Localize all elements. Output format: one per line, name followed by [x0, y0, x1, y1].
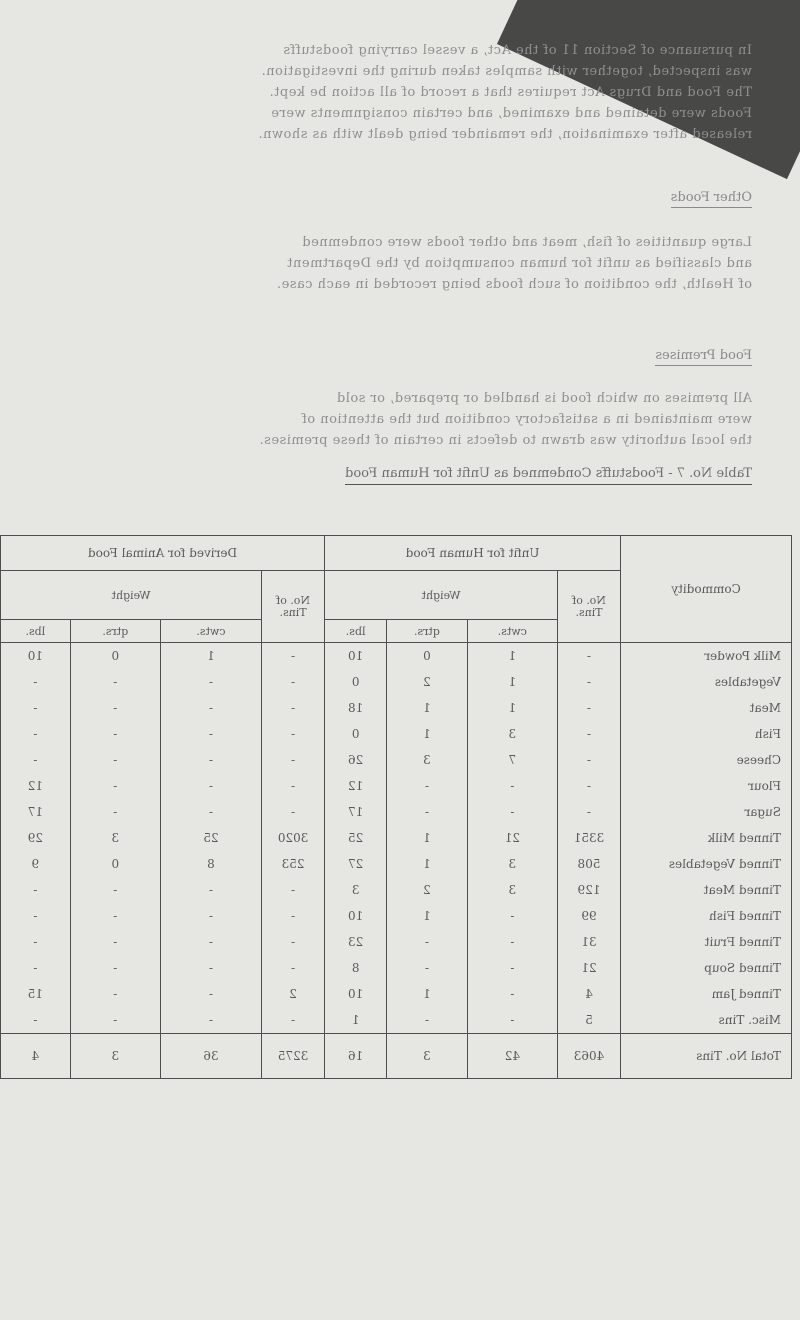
cell: - [262, 643, 325, 670]
cell: 31 [558, 929, 621, 955]
cell: 1 [467, 643, 557, 670]
cell: - [160, 929, 261, 955]
cell: - [70, 1007, 160, 1034]
cell: 10 [325, 981, 387, 1007]
commodity-cell: Tinned Vegetables [621, 851, 792, 877]
cell: - [1, 955, 71, 981]
table-row [1, 747, 792, 773]
cell: - [558, 643, 621, 670]
cell: - [558, 695, 621, 721]
commodity-cell: Cheese [621, 747, 792, 773]
cell: 9 [1, 851, 71, 877]
cell: - [1, 721, 71, 747]
table-row [1, 721, 792, 747]
cell: - [262, 669, 325, 695]
cell: 3 [387, 1034, 468, 1079]
paragraph-line: and classified as unfit for human consumption by the Department [286, 256, 752, 271]
cell: 42 [467, 1034, 557, 1079]
cell: 7 [467, 747, 557, 773]
cell: 36 [160, 1034, 261, 1079]
cell: 508 [558, 851, 621, 877]
table-row [1, 669, 792, 695]
animal-weight-header: Weight [1, 571, 262, 620]
cell: - [160, 773, 261, 799]
cell: - [262, 695, 325, 721]
cell: - [1, 669, 71, 695]
table-row [1, 929, 792, 955]
human-weight-header: Weight [325, 571, 558, 620]
condemned-foods-table [0, 535, 792, 1079]
commodity-cell: Tinned Fish [621, 903, 792, 929]
cell: - [160, 669, 261, 695]
cell: 21 [558, 955, 621, 981]
commodity-cell: Tinned Jam [621, 981, 792, 1007]
cell: - [387, 799, 468, 825]
cell: 1 [387, 825, 468, 851]
cell: 3 [70, 1034, 160, 1079]
cell: 17 [1, 799, 71, 825]
cell: 0 [325, 669, 387, 695]
cell: 29 [1, 825, 71, 851]
cell: 10 [1, 643, 71, 670]
paragraph-line: released after examination, the remainder being dealt with as shown. [257, 127, 752, 142]
commodity-cell: Fish [621, 721, 792, 747]
table-row [1, 877, 792, 903]
paragraph-line: Large quantities of fish, meat and other foods were condemned [301, 235, 752, 250]
cell: 99 [558, 903, 621, 929]
cell: - [70, 695, 160, 721]
cell: 18 [325, 695, 387, 721]
cell: 27 [325, 851, 387, 877]
cell: - [70, 669, 160, 695]
cell: - [1, 877, 71, 903]
table-body [1, 643, 792, 1034]
table-row [1, 903, 792, 929]
cell: - [70, 903, 160, 929]
paragraph-3 [52, 388, 752, 451]
cell: 0 [70, 851, 160, 877]
cell: 3351 [558, 825, 621, 851]
table-row [1, 773, 792, 799]
cell: - [70, 877, 160, 903]
cell: 3020 [262, 825, 325, 851]
commodity-cell: Sugar [621, 799, 792, 825]
cell: - [558, 747, 621, 773]
cell: 4 [1, 1034, 71, 1079]
cell: 26 [325, 747, 387, 773]
cell: - [160, 903, 261, 929]
cell: - [160, 721, 261, 747]
cell: 10 [325, 643, 387, 670]
cell: 21 [467, 825, 557, 851]
cell: - [160, 695, 261, 721]
cell: - [160, 1007, 261, 1034]
cell: - [160, 955, 261, 981]
cell: - [467, 981, 557, 1007]
cell: - [1, 747, 71, 773]
cell: - [558, 773, 621, 799]
paragraph-line: In pursuance of Section 11 of the Act, a vessel carrying foodstuffs [282, 43, 752, 58]
cell: - [387, 773, 468, 799]
cell: - [558, 799, 621, 825]
cell: 15 [1, 981, 71, 1007]
cell: 1 [325, 1007, 387, 1034]
cell: 0 [325, 721, 387, 747]
cell: - [387, 955, 468, 981]
cell: - [262, 903, 325, 929]
cell: 1 [387, 695, 468, 721]
cell: - [467, 929, 557, 955]
commodity-cell: Tinned Milk [621, 825, 792, 851]
cell: 3 [325, 877, 387, 903]
cell: - [1, 903, 71, 929]
cell: 1 [467, 695, 557, 721]
cell: - [262, 799, 325, 825]
cell: - [558, 669, 621, 695]
cell: 25 [160, 825, 261, 851]
paragraph-2 [52, 232, 752, 295]
cell: - [160, 981, 261, 1007]
unit-qtrs: qtrs. [70, 620, 160, 643]
cell: 3275 [262, 1034, 325, 1079]
human-no-tins-header: No. of Tins. [558, 571, 621, 643]
section-heading-other-foods: Other Foods [671, 190, 752, 205]
commodity-cell: Meat [621, 695, 792, 721]
table-total-row [1, 1034, 792, 1079]
cell: 8 [325, 955, 387, 981]
cell: - [70, 721, 160, 747]
cell: - [1, 929, 71, 955]
cell: - [262, 1007, 325, 1034]
commodity-cell: Tinned Fruit [621, 929, 792, 955]
cell: - [70, 773, 160, 799]
cell: 12 [1, 773, 71, 799]
cell: - [387, 929, 468, 955]
cell: - [160, 877, 261, 903]
cell: - [70, 981, 160, 1007]
section-heading-food-premises: Food Premises [655, 348, 752, 363]
cell: - [262, 721, 325, 747]
unit-qtrs: qtrs. [387, 620, 468, 643]
commodity-cell: Tinned Meat [621, 877, 792, 903]
paragraph-line: All premises on which food is handled or prepared, or sold [336, 391, 752, 406]
commodity-cell: Flour [621, 773, 792, 799]
cell: - [70, 747, 160, 773]
commodity-cell: Milk Powder [621, 643, 792, 670]
unit-cwts: cwts. [160, 620, 261, 643]
table-row [1, 799, 792, 825]
cell: - [467, 903, 557, 929]
human-food-header: Unfit for Human Food [325, 536, 621, 571]
cell: 3 [467, 851, 557, 877]
cell: 5 [558, 1007, 621, 1034]
cell: - [467, 955, 557, 981]
commodity-cell: Misc. Tins [621, 1007, 792, 1034]
cell: 1 [160, 643, 261, 670]
cell: - [262, 773, 325, 799]
unit-lbs: lbs. [1, 620, 71, 643]
cell: - [467, 773, 557, 799]
cell: 253 [262, 851, 325, 877]
paragraph-line: the local authority was drawn to defects in certain of these premises. [259, 433, 752, 448]
cell: 16 [325, 1034, 387, 1079]
cell: - [160, 747, 261, 773]
table-row [1, 643, 792, 670]
cell: 10 [325, 903, 387, 929]
cell: - [70, 929, 160, 955]
cell: - [70, 799, 160, 825]
cell: - [262, 877, 325, 903]
cell: 2 [262, 981, 325, 1007]
cell: 3 [467, 877, 557, 903]
table-row [1, 955, 792, 981]
cell: - [558, 721, 621, 747]
table-group-header [1, 536, 792, 571]
unit-cwts: cwts. [467, 620, 557, 643]
cell: 3 [387, 747, 468, 773]
commodity-cell: Vegetables [621, 669, 792, 695]
table-row [1, 851, 792, 877]
paragraph-line: The Food and Drugs Act requires that a record of all action be kept. [269, 85, 752, 100]
table-title: Table No. 7 - Foodstuffs Condemned as Unfit for Human Food [345, 466, 752, 481]
cell: - [160, 799, 261, 825]
cell: 25 [325, 825, 387, 851]
cell: 17 [325, 799, 387, 825]
paragraph-line: Foods were detained and examined, and certain consignments were [270, 106, 752, 121]
cell: 3 [70, 825, 160, 851]
cell: 1 [387, 903, 468, 929]
commodity-header: Commodity [621, 536, 792, 643]
cell: - [1, 695, 71, 721]
paragraph-line: of Health, the condition of such foods being recorded in each case. [276, 277, 752, 292]
cell: 2 [387, 669, 468, 695]
cell: - [1, 1007, 71, 1034]
cell: 8 [160, 851, 261, 877]
cell: - [387, 1007, 468, 1034]
cell: 1 [467, 669, 557, 695]
cell: - [262, 747, 325, 773]
table-row [1, 825, 792, 851]
cell: 4 [558, 981, 621, 1007]
animal-food-header: Derived for Animal Food [1, 536, 325, 571]
cell: 2 [387, 877, 468, 903]
cell: 1 [387, 851, 468, 877]
cell: 23 [325, 929, 387, 955]
cell: - [262, 929, 325, 955]
cell: - [467, 1007, 557, 1034]
unit-lbs: lbs. [325, 620, 387, 643]
cell: - [467, 799, 557, 825]
animal-no-tins-header: No. of Tins. [262, 571, 325, 643]
cell: 3 [467, 721, 557, 747]
cell: 129 [558, 877, 621, 903]
cell: - [262, 955, 325, 981]
cell: 1 [387, 981, 468, 1007]
total-label: Total No. Tins [621, 1034, 792, 1079]
commodity-cell: Tinned Soup [621, 955, 792, 981]
cell: 4063 [558, 1034, 621, 1079]
table-row [1, 1007, 792, 1034]
cell: 1 [387, 721, 468, 747]
cell: 0 [70, 643, 160, 670]
table-row [1, 695, 792, 721]
paragraph-1 [52, 40, 752, 145]
paragraph-line: were maintained in a satisfactory condition but the attention of [301, 412, 752, 427]
paragraph-line: was inspected, together with samples taken during the investigation. [261, 64, 752, 79]
table-row [1, 981, 792, 1007]
cell: - [70, 955, 160, 981]
cell: 12 [325, 773, 387, 799]
cell: 0 [387, 643, 468, 670]
